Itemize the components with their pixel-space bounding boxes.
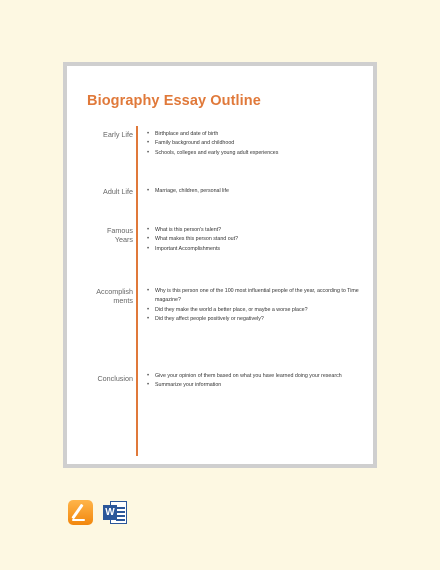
list-item: • Summarize your information — [147, 381, 367, 390]
word-icon[interactable]: W — [102, 500, 128, 526]
list-item: • Did they affect people positively or negatively? — [147, 315, 367, 324]
section-label-early-life: Early Life — [103, 130, 133, 139]
section-label-famous-years: Famous Years — [107, 226, 133, 244]
section-label-adult-life: Adult Life — [103, 187, 133, 196]
list-item: • Marriage, children, personal life — [147, 187, 367, 196]
list-item: • What is this person's talent? — [147, 226, 367, 235]
list-item: • What makes this person stand out? — [147, 235, 367, 244]
list-item: • Family background and childhood — [147, 139, 367, 148]
section-list-famous-years — [147, 226, 367, 254]
document-preview — [63, 62, 377, 468]
list-item: • Schools, colleges and early young adult experiences — [147, 149, 367, 158]
list-item: • Did they make the world a better place, or maybe a worse place? — [147, 306, 367, 315]
list-item: • Why is this person one of the 100 most influential people of the year, according to Time magazine? — [147, 287, 367, 306]
document-title: Biography Essay Outline — [87, 93, 261, 109]
section-list-adult-life — [147, 187, 367, 196]
section-label-conclusion: Conclusion — [97, 374, 133, 383]
pages-icon[interactable] — [68, 500, 93, 525]
section-list-early-life — [147, 130, 367, 158]
timeline-divider — [136, 126, 138, 456]
section-list-accomplishments — [147, 287, 367, 325]
list-item: • Give your opinion of them based on what you have learned doing your research — [147, 372, 367, 381]
section-list-conclusion — [147, 372, 367, 391]
list-item: • Important Accomplishments — [147, 245, 367, 254]
section-label-accomplishments: Accomplishments — [96, 287, 133, 305]
list-item: • Birthplace and date of birth — [147, 130, 367, 139]
